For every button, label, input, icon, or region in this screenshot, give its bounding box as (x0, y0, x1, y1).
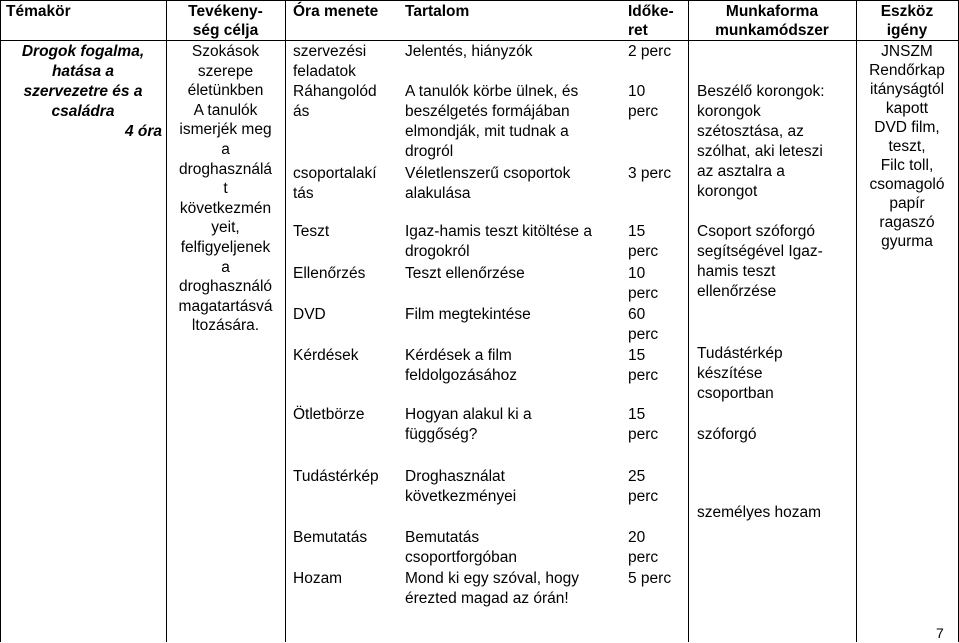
step-label: Bemutatás (293, 529, 368, 546)
header-work-form: Munkaforma munkamódszer (715, 3, 829, 39)
method-personal-yield: személyes hozam (697, 504, 822, 521)
table-border-top (0, 0, 959, 1)
step-time: 5 perc (628, 570, 672, 587)
step-time: 3 perc (628, 165, 672, 182)
step-time: 15 perc (628, 347, 659, 384)
step-content: Kérdések a film feldolgozásához (405, 347, 518, 384)
step-content: Mond ki egy szóval, hogy érezted magad az órán! (405, 570, 580, 607)
step-time: 15 perc (628, 406, 659, 443)
step-label: Ráhangolód ás (293, 83, 377, 120)
step-label: Tudástérkép (293, 468, 379, 485)
step-time: 25 perc (628, 468, 659, 505)
step-label: DVD (293, 306, 326, 323)
activity-goal: Szokások szerepe életünkben A tanulók ismerjék meg a droghasználá t következmén yeit, felfigyeljenek a droghasználó magatartásvá ltozására. (178, 43, 273, 335)
column-divider (285, 0, 286, 642)
step-label: Kérdések (293, 347, 359, 364)
step-content: Teszt ellenőrzése (405, 265, 525, 282)
step-label: Hozam (293, 570, 343, 587)
step-time: 60 perc (628, 306, 659, 343)
topic-hours: 4 óra (124, 123, 162, 140)
method-speaking-discs: Beszélő korongok: korongok szétosztása, az szólhat, aki leteszi az asztalra a korongot (697, 83, 825, 200)
method-group-round: Csoport szóforgó segítségével Igaz- hamis teszt ellenőrzése (697, 223, 823, 300)
page-number: 7 (936, 625, 944, 641)
header-tools: Eszköz igény (880, 3, 934, 39)
topic-title: Drogok fogalma, hatása a szervezetre és a családra (21, 43, 145, 120)
step-content: A tanulók körbe ülnek, és beszélgetés formájában elmondják, mit tudnak a drogról (405, 83, 579, 160)
step-label: Teszt (293, 223, 330, 240)
step-label: szervezési feladatok (293, 43, 367, 80)
method-word-round: szóforgó (697, 426, 757, 443)
header-divider (0, 40, 959, 41)
header-content: Tartalom (405, 3, 470, 20)
step-content: Igaz-hamis teszt kitöltése a drogokról (405, 223, 592, 260)
tools-list: JNSZM Rendőrkap itányságtól kapott DVD film, teszt, Filc toll, csomagoló papír ragaszó gyurma (869, 43, 945, 250)
step-content: Véletlenszerű csoportok alakulása (405, 165, 571, 202)
step-label: Ötletbörze (293, 406, 365, 423)
step-time: 2 perc (628, 43, 672, 60)
header-time-frame: Időke- ret (628, 3, 674, 39)
column-divider (688, 0, 689, 642)
step-content: Hogyan alakul ki a függőség? (405, 406, 532, 443)
step-time: 10 perc (628, 83, 659, 120)
step-content: Bemutatás csoportforgóban (405, 529, 518, 566)
header-topic: Témakör (6, 3, 71, 20)
step-content: Droghasználat következményei (405, 468, 517, 505)
table-border-left (0, 0, 1, 642)
step-label: Ellenőrzés (293, 265, 366, 282)
header-goal: Tevékeny- ség célja (188, 3, 263, 39)
step-content: Film megtekintése (405, 306, 531, 323)
step-time: 15 perc (628, 223, 659, 260)
step-time: 20 perc (628, 529, 659, 566)
header-lesson-flow: Óra menete (293, 3, 379, 20)
step-label: csoportalakí tás (293, 165, 377, 202)
step-content: Jelentés, hiányzók (405, 43, 533, 60)
step-time: 10 perc (628, 265, 659, 302)
method-knowledge-map: Tudástérkép készítése csoportban (697, 345, 783, 402)
